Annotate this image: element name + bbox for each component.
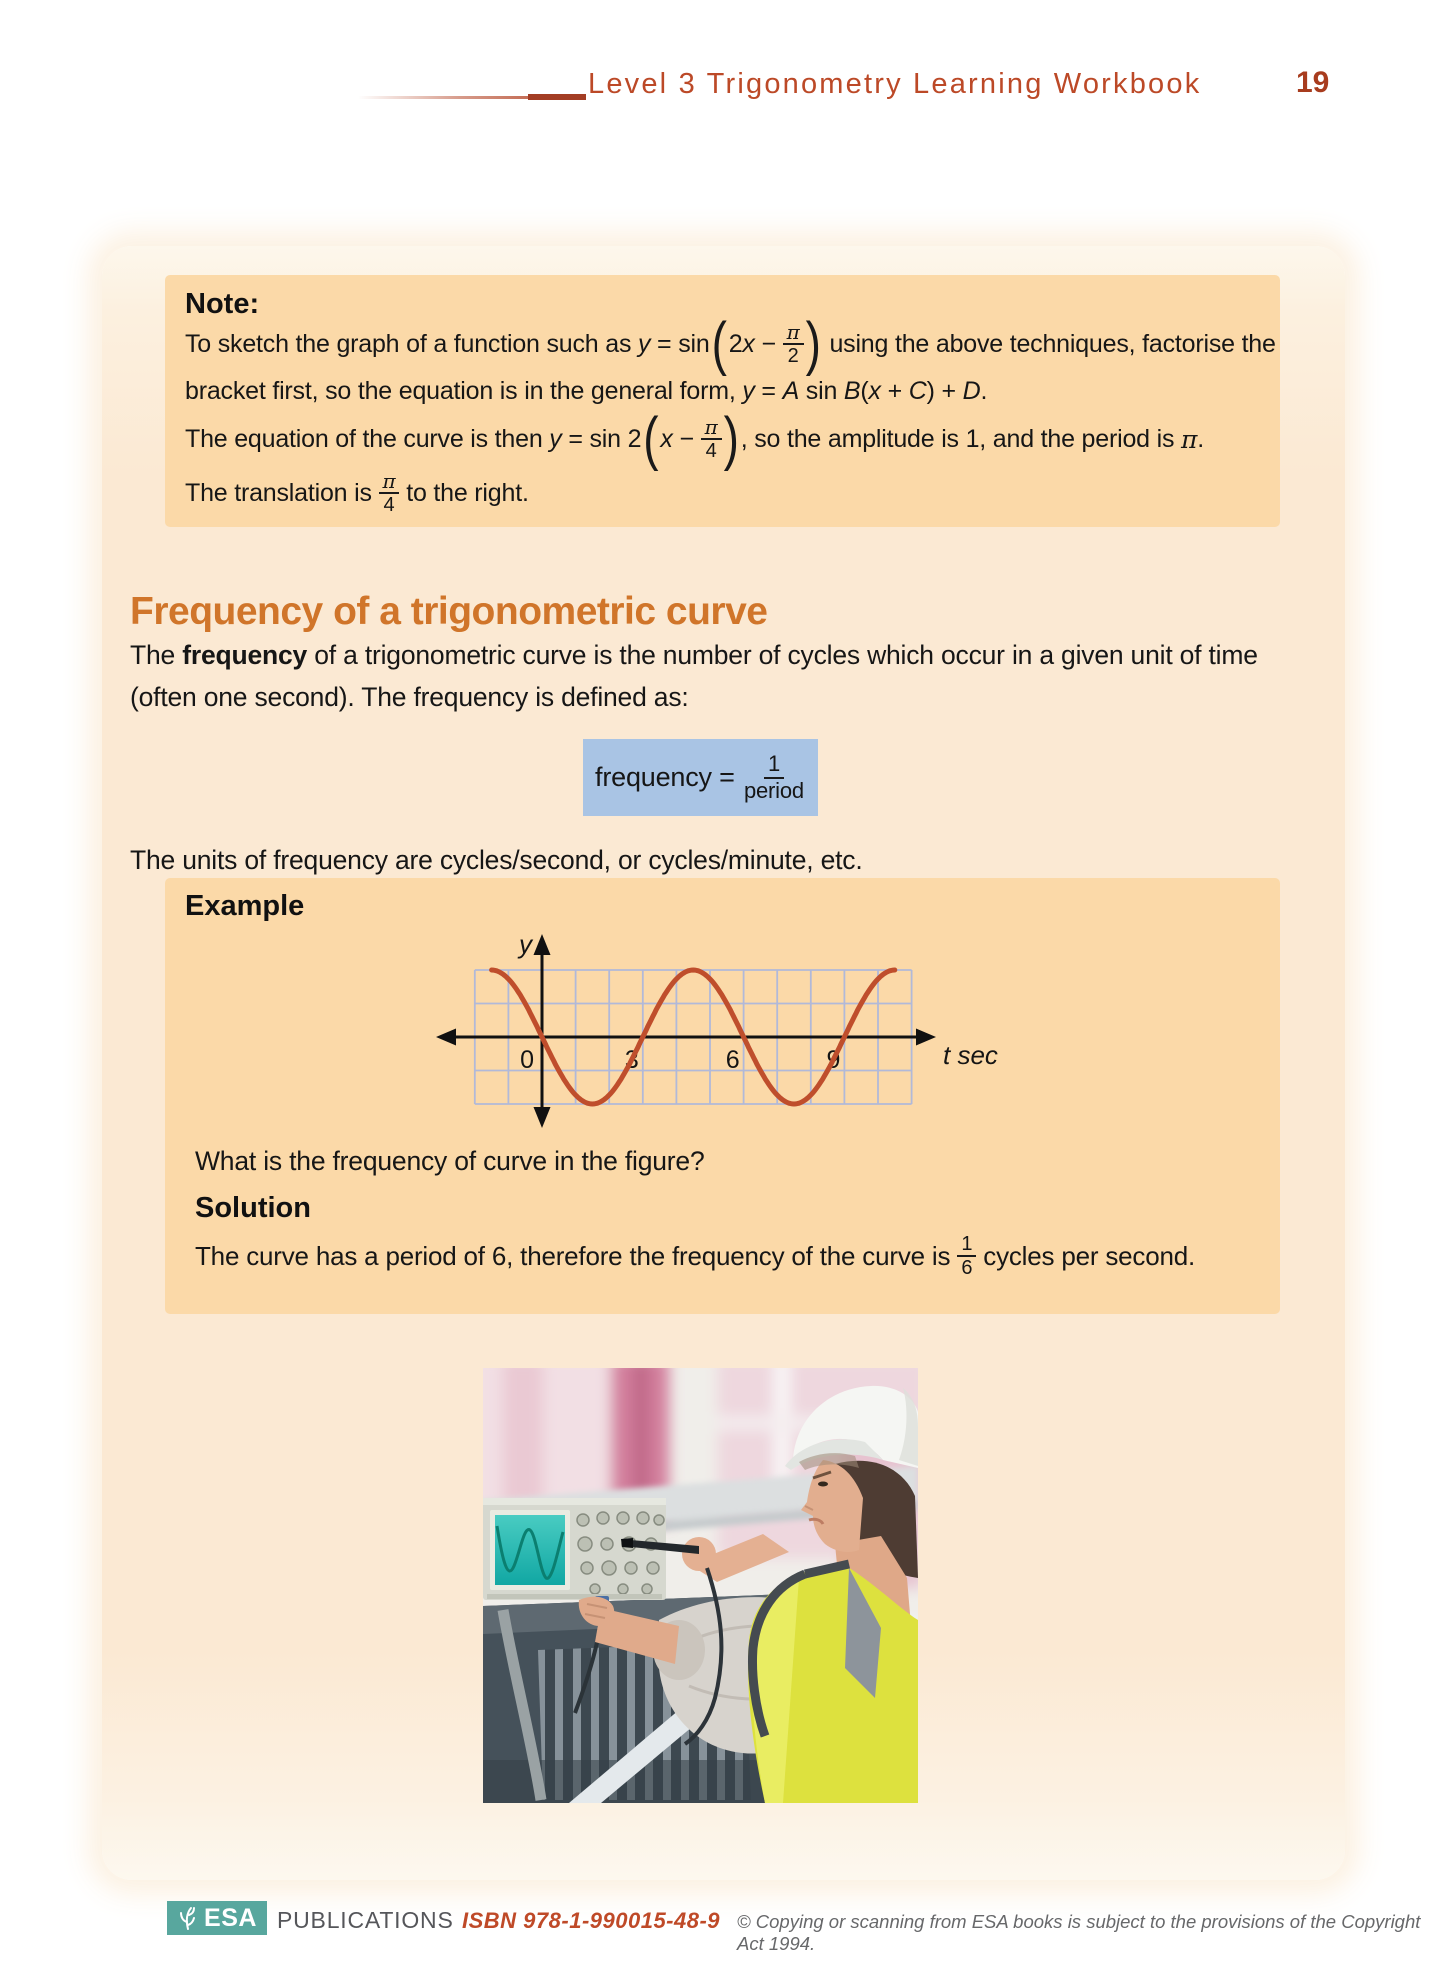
- note-box: [165, 275, 1280, 527]
- example-question: What is the frequency of curve in the figure?: [195, 1146, 705, 1176]
- eye: [818, 1482, 828, 1487]
- fraction-pi-over-4: π 4: [379, 470, 400, 517]
- big-paren-open: (: [711, 309, 727, 377]
- note-line-4: [185, 467, 529, 519]
- svg-text:9: 9: [826, 1046, 841, 1074]
- esa-logo: [167, 1901, 267, 1935]
- big-paren-open: (: [643, 404, 659, 472]
- isbn: ISBN 978-1-990015-48-9: [462, 1908, 721, 1933]
- math-pi: π: [1181, 424, 1198, 454]
- note-line-3: [185, 404, 1204, 472]
- fraction-1-over-6: 1 6: [957, 1233, 976, 1280]
- note-text: .: [1197, 424, 1204, 453]
- note-text: = sin: [650, 329, 710, 358]
- note-text: , so the amplitude is 1, and the period is: [740, 424, 1181, 453]
- photo-engineer-oscilloscope: [483, 1368, 918, 1803]
- note-text: = sin 2: [561, 424, 642, 453]
- intro-bold-frequency: frequency: [182, 640, 308, 670]
- math-var: x: [868, 376, 881, 405]
- math-var: C: [908, 376, 927, 405]
- page-number: 19: [1296, 66, 1330, 99]
- example-label: Example: [185, 890, 305, 922]
- note-label: Note:: [185, 288, 260, 320]
- section-heading: Frequency of a trigonometric curve: [130, 590, 768, 633]
- math-var: y: [638, 329, 651, 358]
- svg-text:3: 3: [624, 1046, 639, 1074]
- svg-text:6: 6: [725, 1046, 740, 1074]
- header-rule-end: [528, 94, 586, 100]
- fraction-1-over-period: 1 period: [743, 750, 804, 803]
- header-title: Level 3 Trigonometry Learning Workbook: [588, 68, 1202, 100]
- example-box: [165, 878, 1280, 1314]
- note-text: .: [980, 376, 988, 405]
- frequency-formula: [583, 739, 818, 816]
- big-paren-close: ): [805, 309, 821, 377]
- note-text: −: [672, 424, 701, 453]
- note-text: sin: [799, 376, 844, 405]
- formula-lhs: frequency: [595, 762, 712, 792]
- intro-line-1: [130, 640, 1258, 671]
- graph-x-label: t sec: [943, 1040, 998, 1070]
- math-var: D: [962, 376, 981, 405]
- solution-text: cycles per second.: [976, 1240, 1195, 1271]
- units-line: The units of frequency are cycles/second, or cycles/minute, etc.: [130, 845, 863, 875]
- intro-text: of a trigonometric curve is the number of cycles which occur in a given unit of time: [307, 640, 1258, 670]
- graph-y-label: y: [519, 929, 532, 959]
- fern-icon: [177, 1905, 201, 1931]
- note-line-2: [185, 371, 987, 411]
- intro-text: The: [130, 640, 183, 670]
- note-text: +: [880, 376, 909, 405]
- note-text: bracket first, so the equation is in the general form,: [185, 376, 743, 405]
- fraction-pi-over-2: $\frac{\pi}{2}$: [783, 321, 804, 368]
- math-var: y: [549, 424, 562, 453]
- frequency-formula-box: [583, 739, 818, 816]
- fraction-pi-over-4: $\frac{\pi}{4}$: [701, 416, 722, 463]
- note-text: (: [860, 376, 869, 405]
- note-text: ) +: [926, 376, 963, 405]
- math-var: y: [742, 376, 755, 405]
- esa-logo-text: ESA: [204, 1903, 257, 1932]
- note-text: 2: [728, 329, 743, 358]
- math-var: A: [782, 376, 800, 405]
- solution-text: The curve has a period of 6, therefore the frequency of the curve is: [195, 1240, 958, 1271]
- math-var: B: [843, 376, 861, 405]
- note-text: to the right.: [399, 478, 529, 507]
- publications-label: PUBLICATIONS: [277, 1907, 454, 1933]
- graph-axes: [436, 934, 936, 1128]
- formula-equals: =: [711, 762, 742, 792]
- solution-line: [195, 1228, 1195, 1284]
- note-text: To sketch the graph of a function such as: [185, 329, 638, 358]
- note-text: =: [754, 376, 783, 405]
- note-text: The equation of the curve is then: [185, 424, 550, 453]
- note-line-1: [185, 309, 1276, 377]
- copyright-notice: © Copying or scanning from ESA books is subject to the provisions of the Copyright Act 1994.: [737, 1911, 1421, 1954]
- note-text: −: [754, 329, 783, 358]
- note-text: The translation is: [185, 478, 379, 507]
- math-var: x: [742, 329, 755, 358]
- graph-svg: [430, 925, 1050, 1140]
- intro-line-2: (often one second). The frequency is defined as:: [130, 682, 689, 712]
- oscilloscope-screen: [495, 1515, 565, 1585]
- math-var: x: [660, 424, 673, 453]
- note-text: using the above techniques, factorise the: [822, 329, 1276, 358]
- solution-label: Solution: [195, 1192, 311, 1224]
- svg-text:0: 0: [520, 1046, 534, 1074]
- big-paren-close: ): [723, 404, 739, 472]
